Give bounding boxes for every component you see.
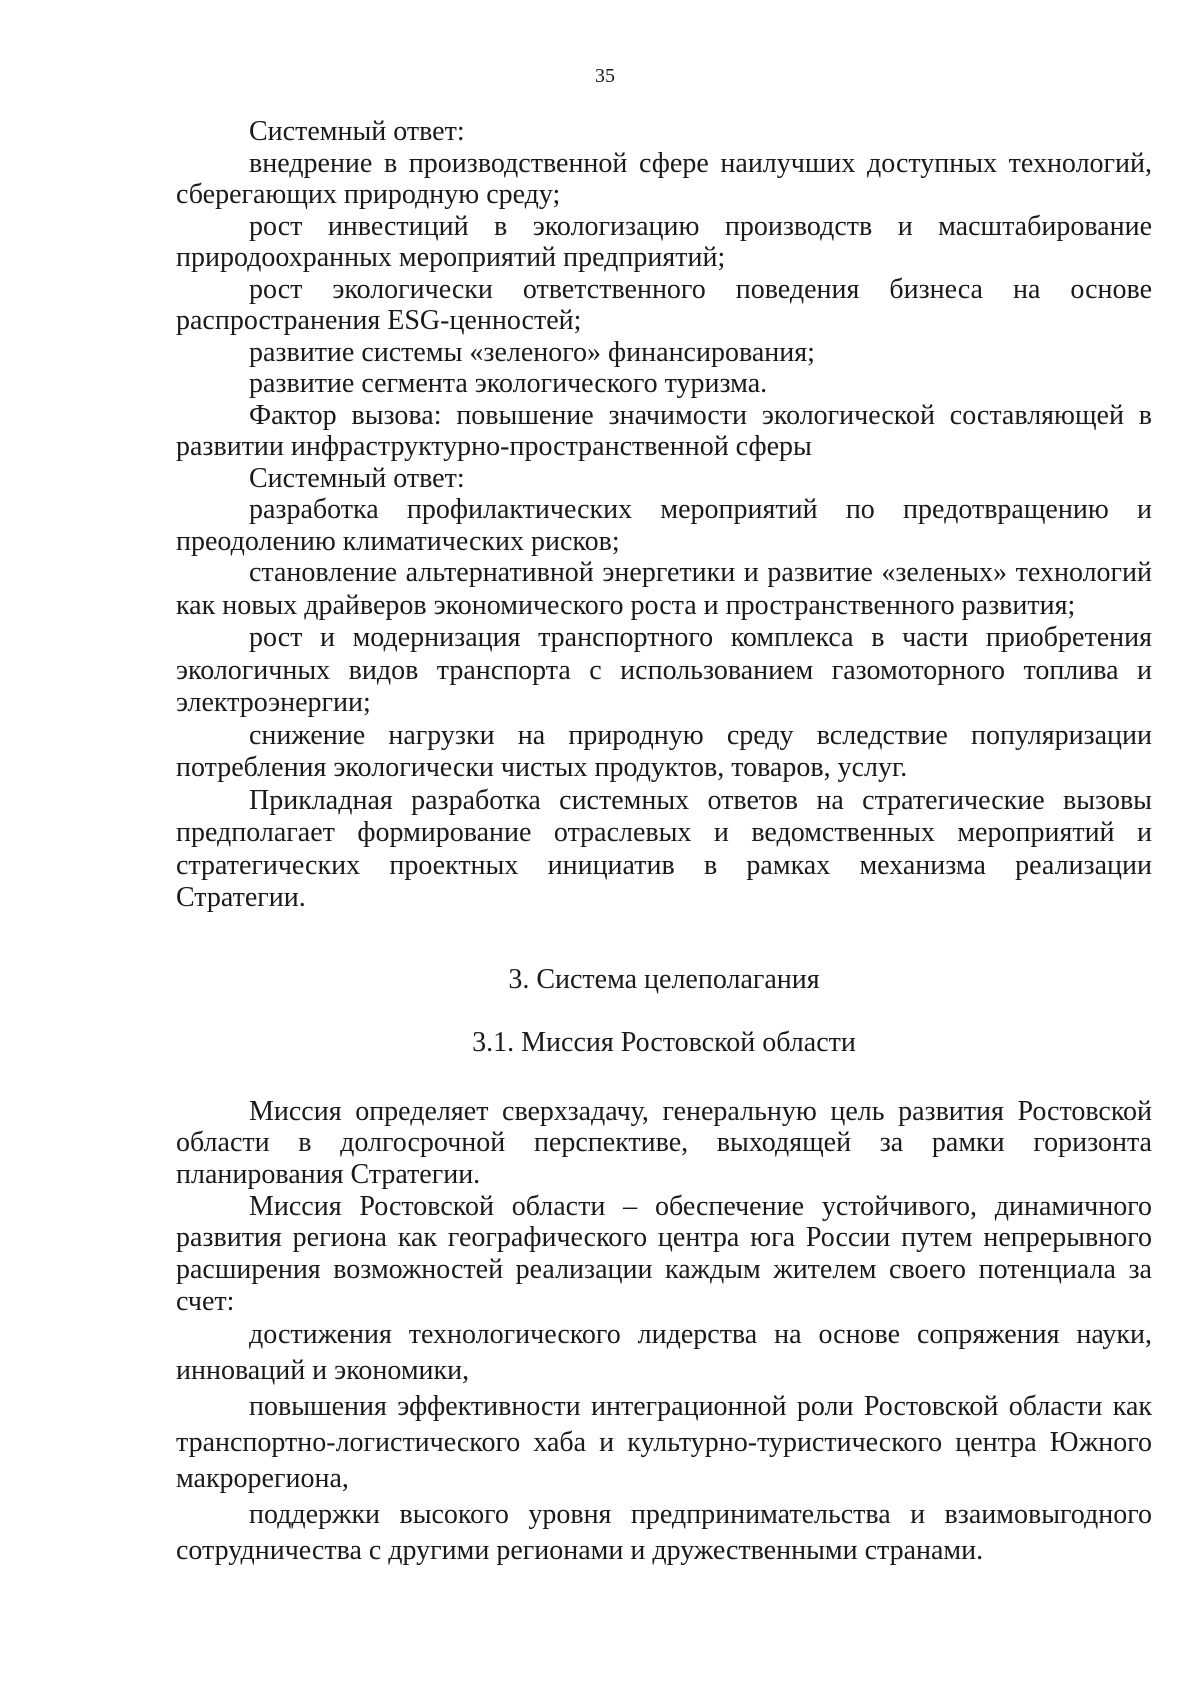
paragraph: Фактор вызова: повышение значимости экологической составляющей в развитии инфраструктурно-пространственной сферы: [176, 399, 1152, 462]
paragraph: разработка профилактических мероприятий по предотвращению и преодолению климатических рисков;: [176, 494, 1152, 557]
paragraph: достижения технологического лидерства на основе сопряжения науки, инноваций и экономики,: [176, 1319, 1152, 1387]
paragraph: Миссия Ростовской области – обеспечение устойчивого, динамичного развития региона как географического центра юга России путем непрерывного расширения возможностей реализации каждым жителем своего потенциала за счет:: [176, 1190, 1152, 1317]
paragraph: поддержки высокого уровня предпринимательства и взаимовыгодного сотрудничества с другими регионами и дружественными странами.: [176, 1499, 1152, 1567]
section-heading: 3. Система целеполагания: [508, 963, 820, 995]
paragraph: Системный ответ:: [249, 462, 465, 494]
paragraph: внедрение в производственной сфере наилучших доступных технологий, сберегающих природную среду;: [176, 147, 1152, 210]
infrastructure-response-block: [176, 557, 1152, 915]
paragraph: становление альтернативной энергетики и развитие «зеленых» технологий как новых драйверов экономического роста и пространственного развития;: [176, 557, 1152, 621]
paragraph: рост экологически ответственного поведения бизнеса на основе распространения ESG-ценностей;: [176, 273, 1152, 336]
paragraph: Прикладная разработка системных ответов на стратегические вызовы предполагает формирование отраслевых и ведомственных мероприятий и стратегических проектных инициатив в рамках механизма реализации Стратегии.: [176, 784, 1152, 913]
paragraph: Миссия определяет сверхзадачу, генеральную цель развития Ростовской области в долгосрочной перспективе, выходящей за рамки горизонта планирования Стратегии.: [176, 1095, 1152, 1190]
system-response-block: [176, 116, 1152, 557]
paragraph: повышения эффективности интеграционной роли Ростовской области как транспортно-логистического хаба и культурно-туристического центра Южного макрорегиона,: [176, 1391, 1152, 1495]
paragraph: снижение нагрузки на природную среду вследствие популяризации потребления экологически чистых продуктов, товаров, услуг.: [176, 719, 1152, 783]
paragraph: Системный ответ:: [249, 116, 465, 147]
paragraph: развитие сегмента экологического туризма.: [249, 368, 768, 399]
subsection-heading: 3.1. Миссия Ростовской области: [472, 1026, 856, 1058]
paragraph: развитие системы «зеленого» финансирования;: [249, 336, 815, 368]
body-text: [176, 116, 1152, 1569]
mission-block: [176, 1096, 1152, 1570]
paragraph: рост инвестиций в экологизацию производств и масштабирование природоохранных мероприятий предприятий;: [176, 210, 1152, 273]
page-number: 35: [595, 65, 615, 87]
paragraph: рост и модернизация транспортного комплекса в части приобретения экологичных видов транспорта с использованием газомоторного топлива и электроэнергии;: [176, 622, 1152, 718]
